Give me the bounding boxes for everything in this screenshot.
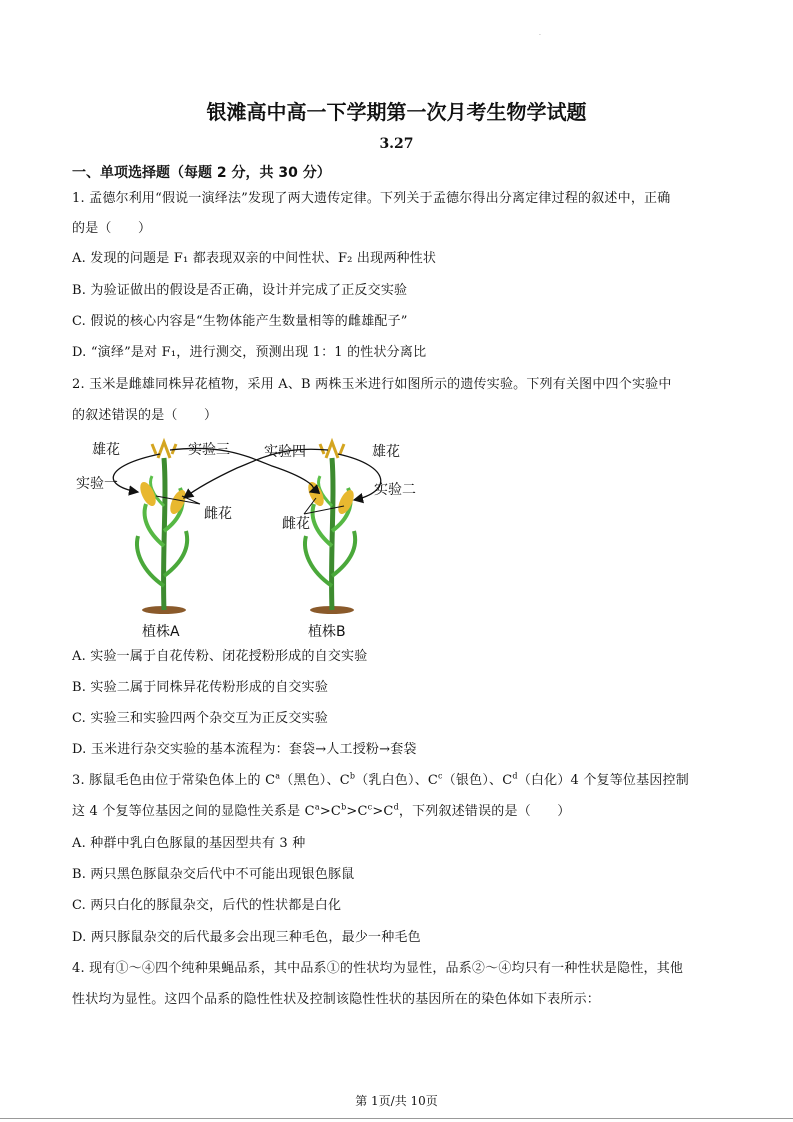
q2-stem-line1: 2. 玉米是雌雄同株异花植物，采用 A、B 两株玉米进行如图所示的遗传实验。下列有关图中四个实验中 xyxy=(72,377,672,392)
label-plant-a: 植株A xyxy=(142,624,180,640)
bottom-rule xyxy=(0,1118,793,1119)
exam-date: 3.27 xyxy=(379,136,414,152)
q3-option-b: B. 两只黑色豚鼠杂交后代中不可能出现银色豚鼠 xyxy=(72,867,355,882)
arrow-exp1 xyxy=(113,454,160,492)
q1-stem-line1: 1. 孟德尔利用“假说一演绎法”发现了两大遗传定律。下列关于孟德尔得出分离定律过程的叙述中，正确 xyxy=(72,191,671,206)
exam-title: 银滩高中高一下学期第一次月考生物学试题 xyxy=(206,100,587,124)
q2-option-b: B. 实验二属于同株异花传粉形成的自交实验 xyxy=(72,680,329,695)
q1-option-a: A. 发现的问题是 F₁ 都表现双亲的中间性状、F₂ 出现两种性状 xyxy=(72,251,437,266)
q4-stem-line2: 性状均为显性。这四个品系的隐性性状及控制该隐性性状的基因所在的染色体如下表所示： xyxy=(72,992,601,1007)
header-mark: . xyxy=(539,30,541,37)
label-exp3: 实验三 xyxy=(188,442,230,458)
q2-option-d: D. 玉米进行杂交实验的基本流程为：套袋→人工授粉→套袋 xyxy=(72,742,417,757)
q1-option-c: C. 假说的核心内容是“生物体能产生数量相等的雌雄配子” xyxy=(72,314,408,329)
label-male-a: 雄花 xyxy=(92,442,120,458)
q1-stem-line2: 的是（ ） xyxy=(72,221,152,236)
q3-stem-line2: 这 4 个复等位基因之间的显隐性关系是 $C^a>C^b>C^c>C^d$，下列叙述错误的是（ ） xyxy=(72,802,571,819)
q2-option-c: C. 实验三和实验四两个杂交互为正反交实验 xyxy=(72,711,328,726)
plant-b-illustration xyxy=(305,442,357,614)
q4-stem-line1: 4. 现有①～④四个纯种果蝇品系，其中品系①的性状均为显性，品系②～④均只有一种性状是隐性，其他 xyxy=(72,961,684,976)
label-exp4: 实验四 xyxy=(264,444,306,460)
pointer-female-b xyxy=(304,498,344,514)
q3-option-c: C. 两只白化的豚鼠杂交，后代的性状都是白化 xyxy=(72,898,342,913)
label-male-b: 雄花 xyxy=(372,444,400,460)
q2-option-a: A. 实验一属于自花传粉、闭花授粉形成的自交实验 xyxy=(72,649,368,664)
q1-option-d: D. “演绎”是对 F₁，进行测交，预测出现 1：1 的性状分离比 xyxy=(72,345,427,360)
q3-option-d: D. 两只豚鼠杂交的后代最多会出现三种毛色，最少一种毛色 xyxy=(72,930,421,945)
q3-option-a: A. 种群中乳白色豚鼠的基因型共有 3 种 xyxy=(72,836,306,851)
page-footer: 第 1页/共 10页 xyxy=(355,1094,438,1108)
q3-stem-line1: 3. 豚鼠毛色由位于常染色体上的 $C^a$（黑色）、$C^b$（乳白色）、$C^c$（银色）、$C^d$（白化）4 个复等位基因控制 xyxy=(72,771,689,788)
label-female-b: 雌花 xyxy=(282,516,310,532)
q1-option-b: B. 为验证做出的假设是否正确，设计并完成了正反交实验 xyxy=(72,283,408,298)
label-exp2: 实验二 xyxy=(374,482,416,498)
corn-pollination-figure xyxy=(72,436,432,642)
section-heading: 一、单项选择题（每题 2 分，共 30 分） xyxy=(72,165,331,181)
plant-a-illustration xyxy=(137,442,189,614)
q2-stem-line2: 的叙述错误的是（ ） xyxy=(72,408,218,423)
label-exp1: 实验一 xyxy=(76,476,118,492)
label-female-a: 雌花 xyxy=(204,506,232,522)
label-plant-b: 植株B xyxy=(308,624,346,640)
